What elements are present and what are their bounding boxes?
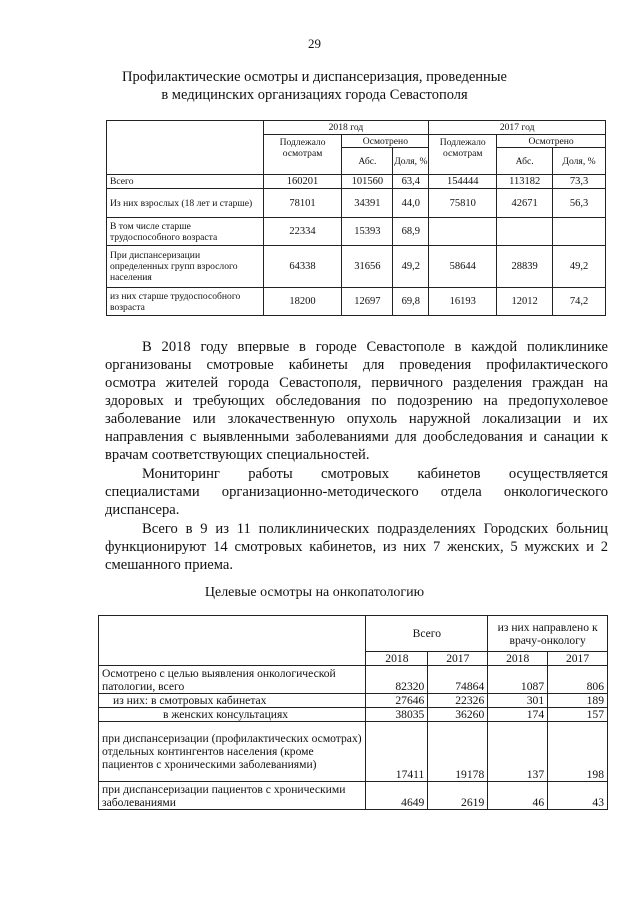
t1-year-2018: 2018 год — [263, 121, 429, 135]
table-row — [107, 189, 606, 218]
row-label: Из них взрослых (18 лет и старше) — [107, 189, 264, 218]
row-label: в женских консультациях — [99, 708, 366, 722]
cell: 15393 — [342, 218, 393, 246]
t1-corner — [107, 121, 264, 175]
t1-share-2017: Доля, % — [553, 148, 606, 175]
paragraph-total-rooms — [105, 520, 608, 574]
row-label: при диспансеризации пациентов с хроническими заболеваниями — [99, 782, 366, 810]
table1-title — [0, 68, 629, 104]
t2-year-2017-referred: 2017 — [548, 652, 608, 666]
cell: 113182 — [497, 175, 553, 189]
t1-year-2017: 2017 год — [429, 121, 606, 135]
text-line: В 2018 году впервые в городе Севастополе в каждой поликлинике — [142, 339, 608, 355]
text-line: смешанного приема. — [105, 557, 234, 573]
cell: 63,4 — [393, 175, 429, 189]
t1-examined-2018: Осмотрено — [342, 135, 429, 148]
cell: 73,3 — [553, 175, 606, 189]
cell: 301 — [488, 694, 548, 708]
cell: 174 — [488, 708, 548, 722]
row-label: Осмотрено с целью выявления онкологической патологии, всего — [99, 666, 366, 694]
cell: 49,2 — [393, 246, 429, 288]
row-label: из них: в смотровых кабинетах — [99, 694, 366, 708]
cell — [497, 218, 553, 246]
cell: 12012 — [497, 288, 553, 316]
table-row — [107, 175, 606, 189]
text-line: врачам соответствующих специальностей. — [105, 447, 370, 463]
cell: 36260 — [428, 708, 488, 722]
text-line: Мониторинг работы смотровых кабинетов осуществляется — [142, 466, 608, 482]
cell: 137 — [488, 722, 548, 782]
table-row — [107, 246, 606, 288]
cell: 160201 — [263, 175, 342, 189]
cell: 46 — [488, 782, 548, 810]
t1-subject-2017: Подлежало осмотрам — [429, 135, 497, 175]
table-row — [99, 782, 608, 810]
cell: 43 — [548, 782, 608, 810]
cell: 12697 — [342, 288, 393, 316]
cell: 18200 — [263, 288, 342, 316]
cell: 56,3 — [553, 189, 606, 218]
table-row — [107, 288, 606, 316]
row-label: В том числе старше трудоспособного возраста — [107, 218, 264, 246]
cell: 1087 — [488, 666, 548, 694]
cell: 64338 — [263, 246, 342, 288]
text-line: диспансера. — [105, 502, 180, 518]
text-line: функционируют 14 смотровых кабинетов, из них 7 женских, 5 мужских и 2 — [105, 539, 608, 555]
t2-year-2017: 2017 — [428, 652, 488, 666]
text-line: организованы смотровые кабинеты для проведения профилактического — [105, 357, 608, 373]
t2-year-2018: 2018 — [366, 652, 428, 666]
cell: 101560 — [342, 175, 393, 189]
t2-referred-header: из них направлено к врачу-онкологу — [488, 616, 608, 652]
table1-title-line-1: Профилактические осмотры и диспансеризация, проведенные — [122, 69, 507, 85]
cell: 157 — [548, 708, 608, 722]
cell: 68,9 — [393, 218, 429, 246]
t1-share-2018: Доля, % — [393, 148, 429, 175]
t1-abs-2018: Абс. — [342, 148, 393, 175]
row-label: из них старше трудоспособного возраста — [107, 288, 264, 316]
cell: 17411 — [366, 722, 428, 782]
cell: 44,0 — [393, 189, 429, 218]
cell: 74,2 — [553, 288, 606, 316]
cell — [553, 218, 606, 246]
cell: 806 — [548, 666, 608, 694]
text-line: осмотра жителей города Севастополя, первичного разделения граждан на — [105, 375, 608, 391]
cell: 189 — [548, 694, 608, 708]
cell: 75810 — [429, 189, 497, 218]
cell: 16193 — [429, 288, 497, 316]
text-line: направления с выявленными заболеваниями для дообследования и санации к — [105, 429, 608, 445]
cell: 38035 — [366, 708, 428, 722]
cell: 78101 — [263, 189, 342, 218]
t1-examined-2017: Осмотрено — [497, 135, 606, 148]
row-label: при диспансеризации (профилактических осмотрах) отдельных контингентов населения (кроме пациентов с хроническими заболеваниями) — [99, 722, 366, 782]
row-label: Всего — [107, 175, 264, 189]
paragraph-screening-rooms — [105, 338, 608, 464]
cell: 49,2 — [553, 246, 606, 288]
table2-title: Целевые осмотры на онкопатологию — [204, 585, 425, 600]
cell: 74864 — [428, 666, 488, 694]
cell: 34391 — [342, 189, 393, 218]
text-line: заболевание или злокачественную опухоль наружной локализации и их — [105, 411, 608, 427]
t1-abs-2017: Абс. — [497, 148, 553, 175]
cell: 22334 — [263, 218, 342, 246]
text-line: здоровых и требующих обследования по подозрению на предопухолевое — [105, 393, 608, 409]
cell: 31656 — [342, 246, 393, 288]
table-row — [107, 218, 606, 246]
cell: 42671 — [497, 189, 553, 218]
table-row — [99, 708, 608, 722]
cell: 19178 — [428, 722, 488, 782]
t1-subject-2018: Подлежало осмотрам — [263, 135, 342, 175]
table1-title-line-2: в медицинских организациях города Севастополя — [161, 87, 468, 103]
cell: 2619 — [428, 782, 488, 810]
t2-corner — [99, 616, 366, 666]
cell: 82320 — [366, 666, 428, 694]
cell: 58644 — [429, 246, 497, 288]
row-label: При диспансеризации определенных групп взрослого населения — [107, 246, 264, 288]
page-number: 29 — [308, 36, 321, 51]
table-row — [99, 722, 608, 782]
table-row — [99, 666, 608, 694]
cell: 154444 — [429, 175, 497, 189]
t2-year-2018-referred: 2018 — [488, 652, 548, 666]
cell: 69,8 — [393, 288, 429, 316]
text-line: специалистами организационно-методического отдела онкологического — [105, 484, 608, 500]
cell: 4649 — [366, 782, 428, 810]
cell: 28839 — [497, 246, 553, 288]
cell: 22326 — [428, 694, 488, 708]
cell: 198 — [548, 722, 608, 782]
oncology-screening-table — [98, 615, 608, 810]
text-line: Всего в 9 из 11 поликлинических подразделениях Городских больниц — [142, 521, 608, 537]
cell — [429, 218, 497, 246]
t2-total-header: Всего — [366, 616, 488, 652]
table-row — [99, 694, 608, 708]
paragraph-monitoring — [105, 465, 608, 519]
cell: 27646 — [366, 694, 428, 708]
preventive-exams-table — [106, 120, 606, 316]
